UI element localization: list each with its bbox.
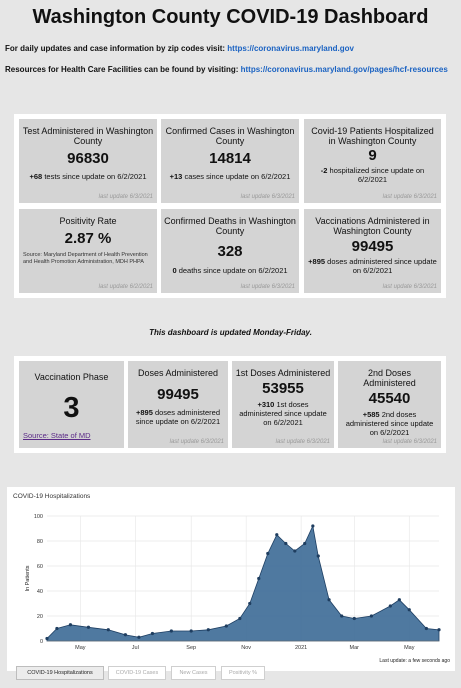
y-tick-label: 0 (39, 639, 43, 645)
data-point (225, 624, 228, 627)
vacc-title: Vaccinations Administered in Washington County (315, 216, 430, 236)
x-tick-label: May (75, 645, 86, 651)
vaccination-panel (14, 356, 446, 453)
tab-new-cases[interactable]: New Cases (171, 666, 216, 680)
cases-change: +13 cases since update on 6/2/2021 (169, 172, 291, 181)
phase-card (19, 361, 124, 448)
deaths-title: Confirmed Deaths in Washington County (164, 216, 296, 236)
y-tick-label: 60 (36, 564, 43, 570)
positivity-title: Positivity Rate (59, 216, 117, 226)
data-point (303, 542, 306, 545)
data-point (190, 629, 193, 632)
vacc-value: 99495 (351, 238, 394, 255)
updates-line (5, 43, 354, 54)
tests-value: 96830 (67, 150, 109, 167)
data-point (69, 623, 72, 626)
x-tick-label: 2021 (294, 645, 308, 651)
hospitalizations-area (47, 526, 439, 641)
hosp-updated: last update 6/3/2021 (382, 194, 437, 200)
data-point (284, 542, 287, 545)
data-point (370, 614, 373, 617)
data-point (317, 554, 320, 557)
tests-change: +68 tests since update on 6/2/2021 (29, 172, 147, 181)
phase-title: Vaccination Phase (34, 372, 109, 382)
doses-card (128, 361, 228, 448)
doses-updated: last update 6/3/2021 (169, 439, 224, 445)
updates-text: For daily updates and case information by zip codes visit: (5, 44, 226, 53)
second-doses-change: +585 2nd doses administered since update on 6/2/2021 (345, 410, 434, 437)
data-point (257, 577, 260, 580)
positivity-card (19, 209, 157, 293)
y-tick-label: 20 (36, 614, 43, 620)
data-point (327, 598, 330, 601)
tests-updated: last update 6/3/2021 (98, 194, 153, 200)
cases-updated: last update 6/3/2021 (240, 194, 295, 200)
first-doses-change: +310 1st doses administered since update on 6/2/2021 (239, 400, 327, 427)
data-point (170, 629, 173, 632)
positivity-value: 2.87 % (64, 230, 112, 247)
first-doses-card (232, 361, 334, 448)
deaths-change: 0 deaths since update on 6/2/2021 (172, 266, 288, 275)
data-point (311, 524, 314, 527)
tests-title: Test Administered in Washington County (22, 126, 154, 146)
x-tick-label: Mar (349, 645, 360, 651)
doses-change: +895 doses administered since update on 6/2/2021 (135, 408, 221, 426)
first-doses-value: 53955 (262, 380, 304, 397)
data-point (408, 608, 411, 611)
hosp-card (304, 119, 441, 203)
data-point (151, 632, 154, 635)
phase-value: 3 (63, 392, 80, 424)
tab-cases[interactable]: COVID-19 Cases (108, 666, 166, 680)
data-point (389, 604, 392, 607)
data-point (137, 636, 140, 639)
vacc-change: +895 doses administered since update on 6/2/2021 (308, 257, 437, 275)
data-point (437, 628, 440, 631)
tab-hospitalizations[interactable]: COVID-19 Hospitalizations (16, 666, 104, 680)
page-title: Washington County COVID-19 Dashboard (32, 6, 429, 28)
data-point (353, 617, 356, 620)
hosp-change: -2 hospitalized since update on 6/2/2021 (320, 166, 425, 184)
deaths-card (161, 209, 299, 293)
chart-panel (7, 487, 455, 671)
positivity-updated: last update 6/2/2021 (98, 284, 153, 290)
hospitalizations-chart[interactable] (7, 487, 455, 671)
doses-title: Doses Administered (137, 368, 219, 378)
data-point (293, 549, 296, 552)
x-tick-label: Nov (241, 645, 252, 651)
data-point (425, 627, 428, 630)
first-doses-updated: last update 6/3/2021 (275, 439, 330, 445)
x-tick-label: Sep (186, 645, 197, 651)
doses-value: 99495 (157, 386, 199, 403)
first-doses-title: 1st Doses Administered (235, 368, 331, 378)
deaths-value: 328 (217, 243, 243, 260)
second-doses-value: 45540 (368, 390, 411, 407)
deaths-updated: last update 6/3/2021 (240, 284, 295, 290)
x-tick-label: May (404, 645, 415, 651)
resources-line (5, 64, 455, 75)
data-point (107, 628, 110, 631)
resources-link[interactable]: https://coronavirus.maryland.gov/pages/hcf-resources (240, 65, 448, 74)
y-tick-label: 100 (33, 514, 43, 520)
updates-link[interactable]: https://coronavirus.maryland.gov (227, 44, 354, 53)
data-point (238, 617, 241, 620)
update-note: This dashboard is updated Monday-Friday. (149, 328, 312, 337)
positivity-source: Source: Maryland Department of Health Prevention and Health Promotion Administration, MDH PHPA (23, 252, 148, 265)
vacc-updated: last update 6/3/2021 (382, 284, 437, 290)
data-point (207, 628, 210, 631)
phase-source-link[interactable]: Source: State of MD (23, 431, 91, 440)
y-tick-label: 80 (36, 539, 43, 545)
data-point (55, 627, 58, 630)
tests-card (19, 119, 157, 203)
data-point (340, 614, 343, 617)
data-point (87, 626, 90, 629)
data-point (275, 533, 278, 536)
data-point (398, 598, 401, 601)
data-point (45, 637, 48, 640)
data-point (124, 633, 127, 636)
y-tick-label: 40 (36, 589, 43, 595)
second-doses-updated: last update 6/3/2021 (382, 439, 437, 445)
data-point (266, 552, 269, 555)
chart-last-update: Last update: a few seconds ago (379, 658, 450, 664)
resources-text: Resources for Health Care Facilities can be found by visiting: (5, 65, 239, 74)
chart-title: COVID-19 Hospitalizations (13, 493, 91, 500)
stats-panel (14, 114, 446, 298)
data-point (248, 602, 251, 605)
tab-positivity[interactable]: Positivity % (221, 666, 265, 680)
cases-card (161, 119, 299, 203)
cases-title: Confirmed Cases in Washington County (165, 126, 295, 146)
vacc-card (304, 209, 441, 293)
second-doses-card (338, 361, 441, 448)
second-doses-title: 2nd Doses Administered (363, 368, 416, 388)
cases-value: 14814 (209, 150, 251, 167)
hosp-title: Covid-19 Patients Hospitalized in Washington County (311, 126, 434, 146)
x-tick-label: Jul (131, 645, 139, 651)
y-axis-label: In Patients (25, 565, 31, 592)
hosp-value: 9 (368, 147, 377, 164)
